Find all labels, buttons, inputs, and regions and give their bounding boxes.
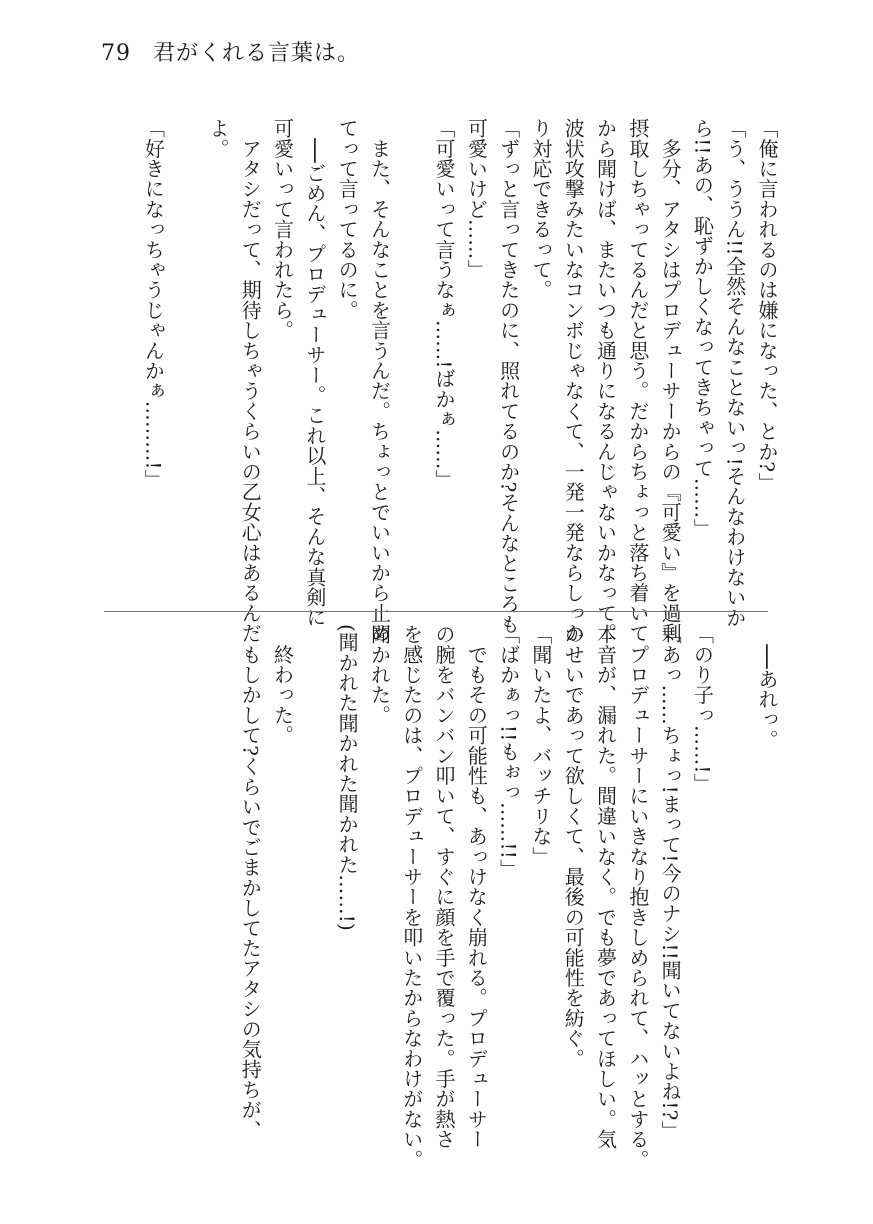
text-line: 終わった。	[270, 624, 295, 746]
text-line: プロデューサーにいきなり抱きしめられて、ハッとする。	[625, 624, 650, 1170]
text-line: の腕をバンバン叩いて、すぐに顔を手で覆った。手が熱さ	[432, 624, 457, 1150]
text-line: 「好きになっちゃうじゃんかぁ………!」	[141, 118, 166, 490]
text-line: ──あれっ。	[755, 624, 779, 750]
text-line: また、そんなことを言うんだ。ちょっとでいいから止め	[367, 118, 392, 644]
blank-line	[718, 624, 750, 1114]
upper-text-block	[123, 118, 783, 644]
section-divider	[104, 611, 768, 612]
text-line: 可愛いけど……」	[464, 118, 489, 280]
text-line: ──ごめん、プロデューサー。これ以上、そんな真剣に	[302, 118, 327, 628]
text-line: から聞けば、またいつも通りになるんじゃないかなって。	[593, 118, 618, 644]
running-header	[101, 36, 360, 67]
text-line: 「う、ううん!!全然そんなことないっ!そんなわけないか	[722, 118, 747, 628]
text-line: 可愛いって言われたら。	[270, 118, 295, 341]
text-line: 多分、アタシはプロデューサーからの『可愛い』を過剰	[658, 118, 683, 644]
page-number: 79	[101, 41, 131, 66]
text-line: り対応できるって。	[528, 118, 553, 300]
blank-line	[299, 624, 331, 1114]
lower-text-block	[83, 624, 783, 1170]
text-line: 「可愛いって言うなぁ……!ばかぁ……」	[432, 118, 457, 490]
text-line: 「のり子っ……!」	[690, 624, 715, 794]
text-line: を感じたのは、プロデューサーを叩いたからなわけがない。	[399, 624, 424, 1170]
chapter-title: 君がくれる言葉は。	[153, 41, 361, 66]
text-line: よ。	[205, 118, 230, 159]
text-line: (聞かれた聞かれた聞かれた……!)	[335, 624, 360, 932]
blank-line	[395, 118, 427, 603]
text-line: アタシだって、期待しちゃうくらいの乙女心はあるんだ	[238, 118, 263, 644]
text-line: もしかして?くらいでごまかしてたアタシの気持ちが、	[238, 624, 263, 1140]
text-line: 「ばかぁっ!!もぉっ……!!」	[496, 624, 521, 880]
text-line: ら!!あの、恥ずかしくなってきちゃって……」	[690, 118, 715, 539]
blank-line	[169, 118, 201, 603]
text-line: のせいであって欲しくて、最後の可能性を紡ぐ。	[561, 624, 586, 1069]
text-line: 波状攻撃みたいなコンボじゃなくて、一発一発ならしっか	[561, 118, 586, 644]
text-line: 本音が、漏れた。間違いなく。でも夢であってほしい。気	[593, 624, 618, 1150]
text-line: 摂取しちゃってるんだと思う。だからちょっと落ち着いて	[625, 118, 650, 644]
text-line: 「ずっと言ってきたのに、照れてるのか?そんなところも	[496, 118, 521, 634]
text-line: 聞かれた。	[367, 624, 392, 725]
text-line: てって言ってるのに。	[335, 118, 360, 320]
text-line: 「あっ……ちょっ!まって!今のナシ!!聞いてないよね!?」	[658, 624, 683, 1141]
text-line: でもその可能性も、あっけなく崩れる。プロデューサー	[464, 624, 489, 1150]
text-line: 「聞いたよ、バッチリな」	[528, 624, 553, 867]
text-line: 「俺に言われるのは嫌になった、とか?」	[755, 118, 779, 493]
